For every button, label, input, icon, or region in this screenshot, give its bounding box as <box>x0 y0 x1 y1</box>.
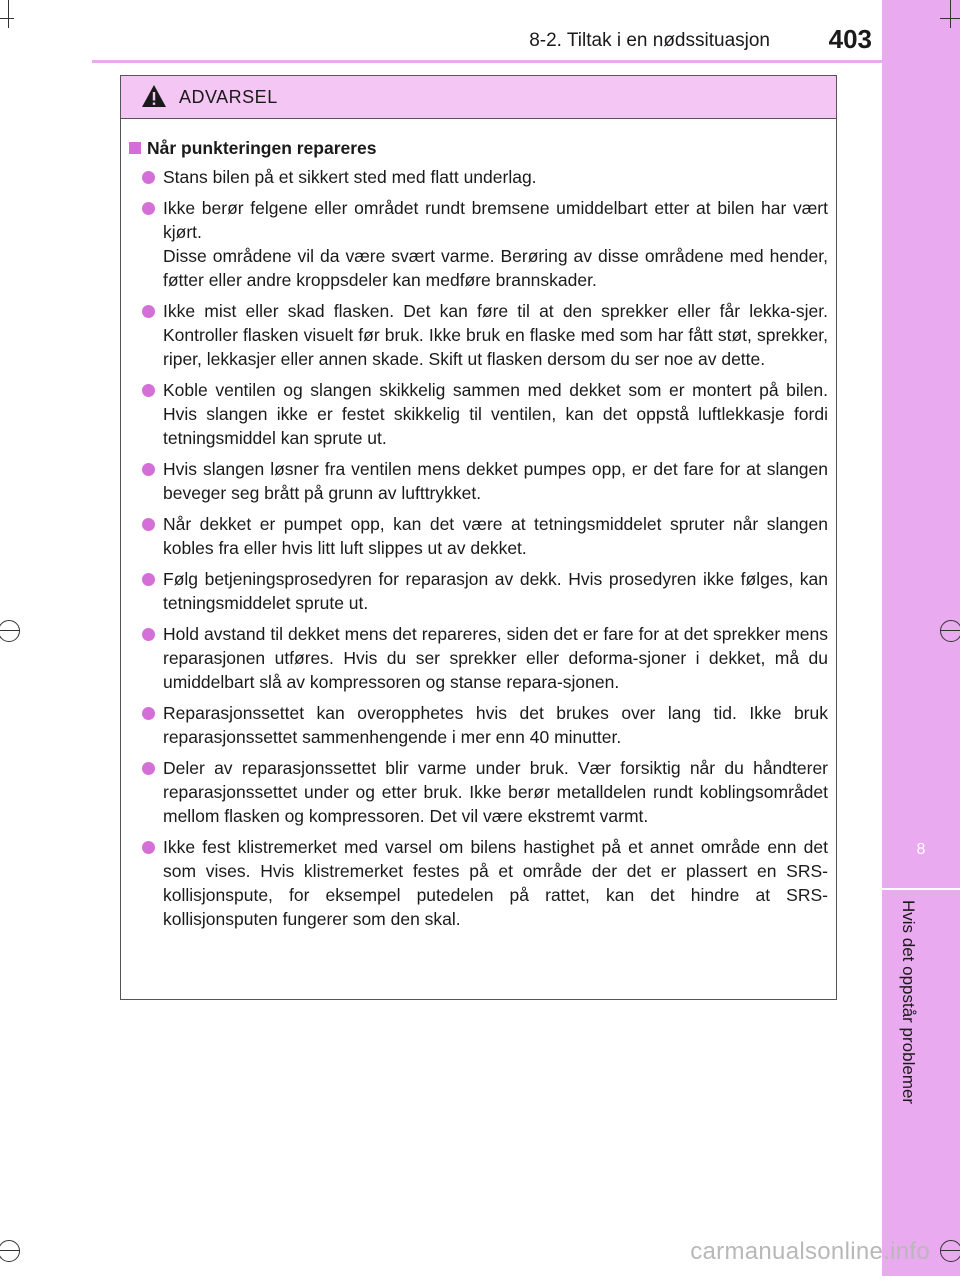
section-heading <box>129 135 828 161</box>
list-item <box>129 835 828 931</box>
square-bullet-icon <box>129 142 141 154</box>
list-item <box>129 701 828 749</box>
watermark: carmanualsonline.info <box>690 1238 930 1265</box>
list-item-text: Reparasjonssettet kan overopphetes hvis det brukes over lang tid. Ikke bruk reparasjonssettet sammenhengende i mer enn 40 minutter. <box>163 703 828 747</box>
round-bullet-icon <box>142 841 155 854</box>
list-item-text: Hold avstand til dekket mens det repareres, siden det er fare for at det sprekker mens reparasjonen utføres. Hvis du ser sprekker eller deforma-sjoner i dekket, må du umiddelbart slå av kompressoren og stanse repara-sjonen. <box>163 624 828 692</box>
header-rule <box>92 60 882 63</box>
list-item-text: Disse områdene vil da være svært varme. Berøring av disse områdene med hender, føtter eller andre kroppsdeler kan medføre brannskader. <box>163 246 828 290</box>
round-bullet-icon <box>142 573 155 586</box>
list-item <box>129 378 828 450</box>
list-item-text: Koble ventilen og slangen skikkelig sammen med dekket som er montert på bilen. Hvis slangen ikke er festet skikkelig til ventilen, kan det oppstå luftlekkasje fordi tetningsmiddel kan sprute ut. <box>163 380 828 448</box>
list-item-text: Hvis slangen løsner fra ventilen mens dekket pumpes opp, er det fare for at slangen beveger seg brått på grunn av lufttrykket. <box>163 459 828 503</box>
round-bullet-icon <box>142 202 155 215</box>
warning-title: ADVARSEL <box>179 87 278 107</box>
section-heading-text: Når punkteringen repareres <box>147 138 377 158</box>
round-bullet-icon <box>142 384 155 397</box>
list-item-text: Ikke berør felgene eller området rundt bremsene umiddelbart etter at bilen har vært kjørt. <box>163 198 828 242</box>
list-item <box>129 196 828 292</box>
warning-triangle-icon <box>141 84 167 108</box>
list-item-text: Når dekket er pumpet opp, kan det være at tetningsmiddelet spruter når slangen kobles fra eller hvis litt luft slippes ut av dekket. <box>163 514 828 558</box>
list-item <box>129 299 828 371</box>
chapter-title: Hvis det oppstår problemer <box>899 900 918 1105</box>
chapter-number: 8 <box>916 841 926 858</box>
round-bullet-icon <box>142 171 155 184</box>
warning-body <box>121 119 836 931</box>
section-title: 8-2. Tiltak i en nødssituasjon <box>529 30 770 51</box>
side-tab-divider <box>882 888 960 890</box>
round-bullet-icon <box>142 707 155 720</box>
warning-header <box>121 76 836 119</box>
round-bullet-icon <box>142 463 155 476</box>
list-item <box>129 165 828 189</box>
list-item-text: Ikke mist eller skad flasken. Det kan føre til at den sprekker eller får lekka-sjer. Kontroller flasken visuelt før bruk. Ikke bruk en flaske med som har fått støt, sprekker, riper, lekkasjer eller annen skade. Skift ut flasken dersom du ser noe av dette. <box>163 301 828 369</box>
list-item <box>129 622 828 694</box>
round-bullet-icon <box>142 762 155 775</box>
list-item-text: Følg betjeningsprosedyren for reparasjon av dekk. Hvis prosedyren ikke følges, kan tetningsmiddelet sprute ut. <box>163 569 828 613</box>
list-item <box>129 457 828 505</box>
list-item <box>129 567 828 615</box>
round-bullet-icon <box>142 628 155 641</box>
bullet-list <box>129 165 828 931</box>
list-item-text: Deler av reparasjonssettet blir varme under bruk. Vær forsiktig når du håndterer reparasjonssettet under og etter bruk. Ikke berør metalldelen rundt koblingsområdet mellom flasken og kompressoren. Det vil være ekstremt varmt. <box>163 758 828 826</box>
round-bullet-icon <box>142 305 155 318</box>
list-item <box>129 756 828 828</box>
list-item-text: Stans bilen på et sikkert sted med flatt underlag. <box>163 167 537 187</box>
warning-box <box>120 75 837 1000</box>
list-item-text: Ikke fest klistremerket med varsel om bilens hastighet på et annet område enn det som vises. Hvis klistremerket festes på et område der det er plassert en SRS-kollisjonspute, for eksempel putedelen på rattet, kan det hindre at SRS-kollisjonsputen fungerer som den skal. <box>163 837 828 929</box>
page-number: 403 <box>828 24 872 54</box>
round-bullet-icon <box>142 518 155 531</box>
list-item <box>129 512 828 560</box>
